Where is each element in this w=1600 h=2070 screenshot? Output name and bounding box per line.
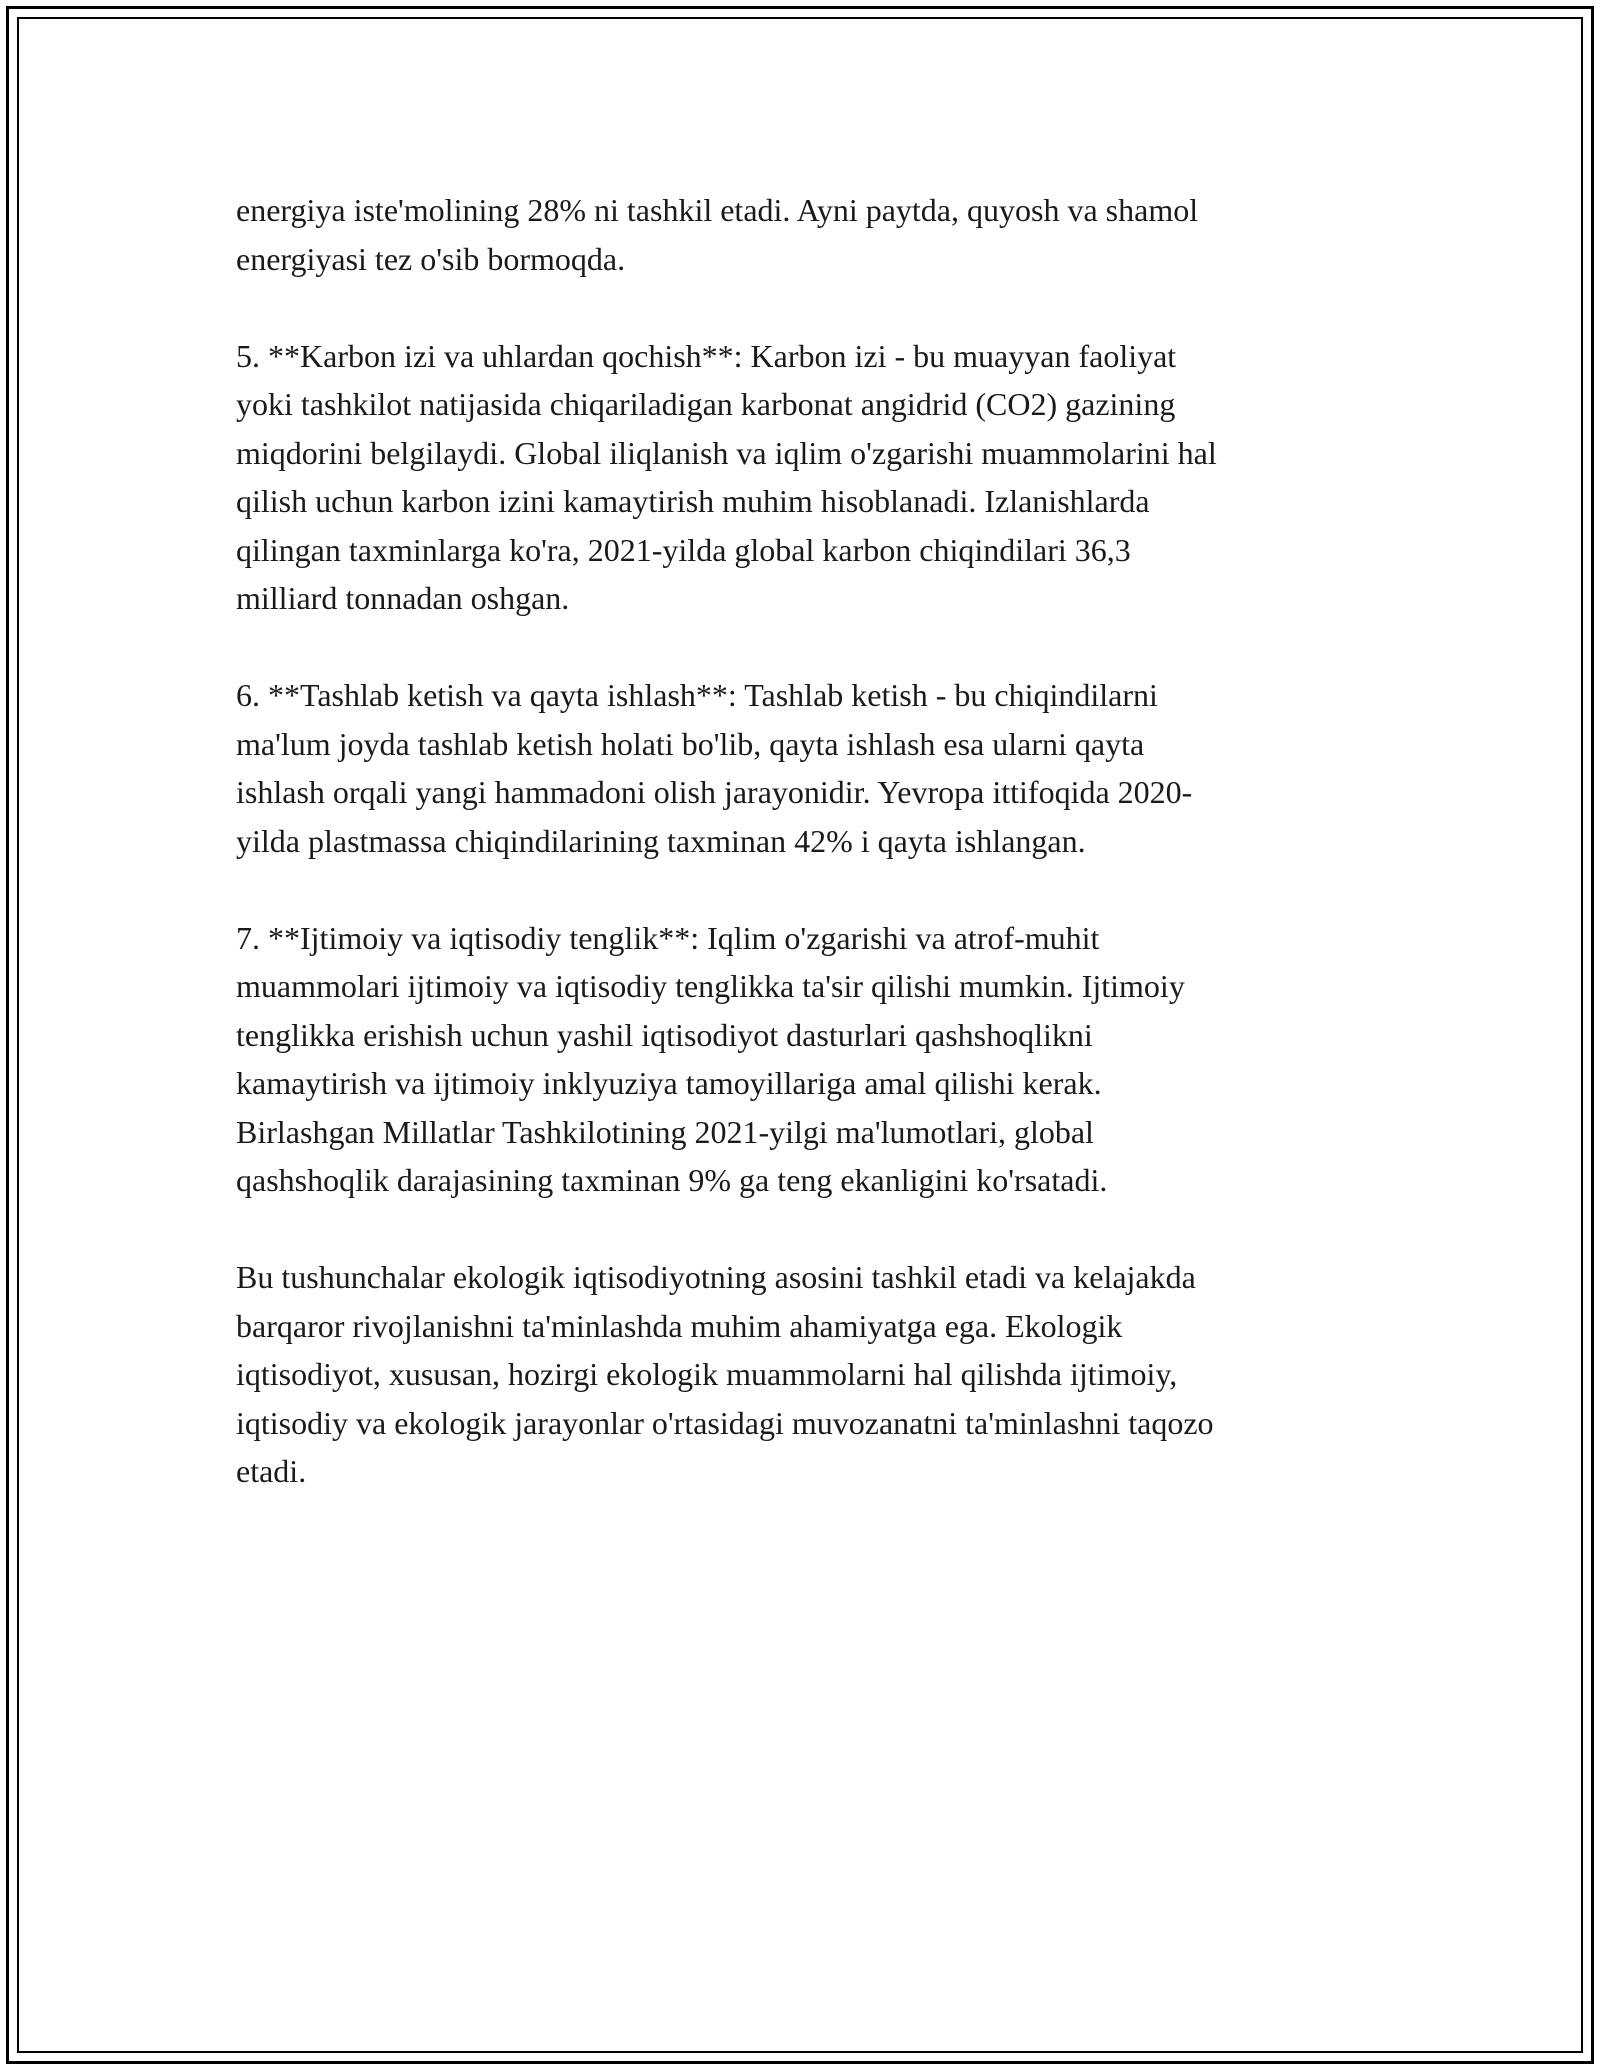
paragraph-social-economic-equality: 7. **Ijtimoiy va iqtisodiy tenglik**: Iqlim o'zgarishi va atrof-muhit muammolari ijtimoiy va iqtisodiy tenglikka ta'sir qilishi mumkin. Ijtimoiy tenglikka erishish uchun yashil iqtisodiyot dasturlari qashshoqlikni kamaytirish va ijtimoiy inklyuziya tamoyillariga amal qilishi kerak. Birlashgan Millatlar Tashkilotining 2021-yilgi ma'lumotlari, global qashshoqlik darajasining taxminan 9% ga teng ekanligini ko'rsatadi. xyxy=(236,919,1185,1198)
paragraph-waste-recycling: 6. **Tashlab ketish va qayta ishlash**: Tashlab ketish - bu chiqindilarni ma'lum joyda tashlab ketish holati bo'lib, qayta ishlash esa ularni qayta ishlash orqali yangi hammadoni olish jarayonidir. Yevropa ittifoqida 2020- yilda plastmassa chiqindilarining taxminan 42% i qayta ishlangan. xyxy=(236,677,1193,859)
document-body xyxy=(236,186,1386,1544)
paragraph-energy-continuation: energiya iste'molining 28% ni tashkil etadi. Ayni paytda, quyosh va shamol energiyasi tez o'sib bormoqda. xyxy=(236,192,1199,277)
paragraph-carbon-footprint: 5. **Karbon izi va uhlardan qochish**: Karbon izi - bu muayyan faoliyat yoki tashkilot natijasida chiqariladigan karbonat angidrid (CO2) gazining miqdorini belgilaydi. Global iliqlanish va iqlim o'zgarishi muammolarini hal qilish uchun karbon izini kamaytirish muhim hisoblanadi. Izlanishlarda qilingan taxminlarga ko'ra, 2021-yilda global karbon chiqindilari 36,3 milliard tonnadan oshgan. xyxy=(236,337,1217,616)
paragraph-conclusion: Bu tushunchalar ekologik iqtisodiyotning asosini tashkil etadi va kelajakda barqaror rivojlanishni ta'minlashda muhim ahamiyatga ega. Ekologik iqtisodiyot, xususan, hozirgi ekologik muammolarni hal qilishda ijtimoiy, iqtisodiy va ekologik jarayonlar o'rtasidagi muvozanatni ta'minlashni taqozo etadi. xyxy=(236,1259,1214,1489)
